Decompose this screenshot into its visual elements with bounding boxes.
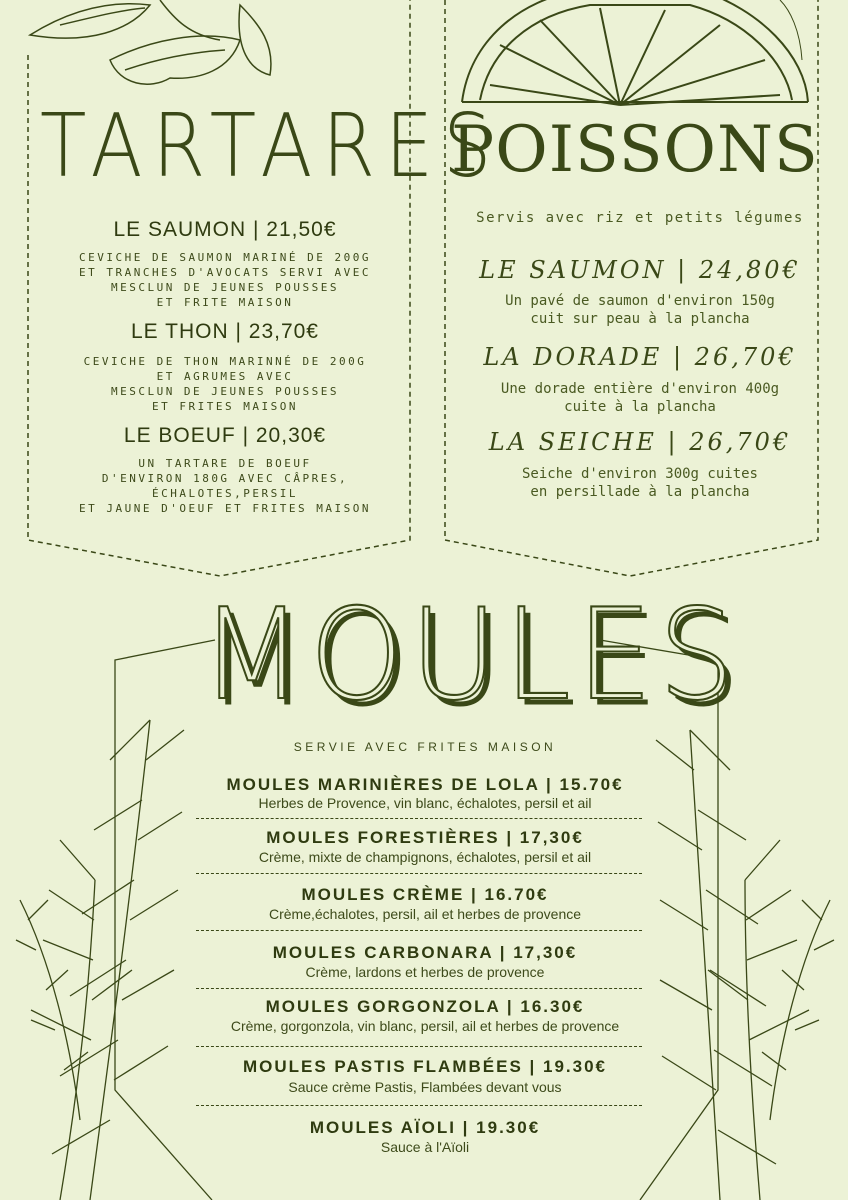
desc-line: cuit sur peau à la plancha xyxy=(530,311,750,327)
poisson-seiche-desc xyxy=(450,465,830,501)
moules-item-desc: Crème, mixte de champignons, échalotes, persil et ail xyxy=(258,849,592,865)
desc-line: Un pavé de saumon d'environ 150g xyxy=(505,293,775,309)
desc-line: MESCLUN DE JEUNES POUSSES xyxy=(110,385,340,398)
dashed-separator xyxy=(196,1046,642,1047)
poissons-subtitle: Servis avec riz et petits légumes xyxy=(476,210,804,226)
desc-line: Une dorade entière d'environ 400g xyxy=(500,381,780,397)
tartare-thon-desc xyxy=(40,354,410,414)
moules-item-desc: Sauce crème Pastis, Flambées devant vous xyxy=(288,1079,562,1095)
moules-item-name: MOULES FORESTIÈRES | 17,30€ xyxy=(266,828,584,847)
moules-item-name: MOULES GORGONZOLA | 16.30€ xyxy=(265,997,585,1016)
poissons-title: POISSONS xyxy=(451,113,819,187)
tartare-thon-name: LE THON | 23,70€ xyxy=(131,320,319,343)
moules-title: MOULES xyxy=(200,582,741,729)
desc-line: ET FRITE MAISON xyxy=(156,296,294,309)
poisson-saumon-name: LE SAUMON | 24,80€ xyxy=(479,256,801,284)
tartare-saumon-desc xyxy=(40,250,410,310)
desc-line: UN TARTARE DE BOEUF xyxy=(138,457,312,470)
parsley-leaf-illustration xyxy=(30,0,271,84)
tartares-title: TARTARES xyxy=(40,94,502,197)
desc-line: Seiche d'environ 300g cuites xyxy=(521,466,758,482)
dashed-separator xyxy=(196,1105,642,1106)
desc-line: MESCLUN DE JEUNES POUSSES xyxy=(110,281,340,294)
moules-item-name: MOULES AÏOLI | 19.30€ xyxy=(309,1118,541,1137)
moules-item-name: MOULES CARBONARA | 17,30€ xyxy=(272,943,578,962)
moules-subtitle: SERVIE AVEC FRITES MAISON xyxy=(293,740,557,754)
poisson-dorade-name: LA DORADE | 26,70€ xyxy=(483,343,797,371)
lemon-slice-illustration xyxy=(462,0,808,105)
desc-line: CEVICHE DE THON MARINNÉ DE 200G xyxy=(83,355,367,368)
tartare-boeuf-name: LE BOEUF | 20,30€ xyxy=(123,424,327,447)
moules-item-desc: Crème, lardons et herbes de provence xyxy=(305,964,545,980)
moules-item-desc: Sauce à l'Aïoli xyxy=(380,1139,470,1155)
desc-line: cuite à la plancha xyxy=(564,399,716,415)
desc-line: D'ENVIRON 180G AVEC CÂPRES, xyxy=(101,472,349,485)
dashed-separator xyxy=(196,873,642,874)
moules-item-desc: Crème, gorgonzola, vin blanc, persil, ail et herbes de provence xyxy=(230,1018,620,1034)
desc-line: CEVICHE DE SAUMON MARINÉ DE 200G xyxy=(79,251,371,264)
desc-line: ÉCHALOTES,PERSIL xyxy=(152,487,298,500)
desc-line: ET FRITES MAISON xyxy=(152,400,298,413)
desc-line: ET TRANCHES D'AVOCATS SERVI AVEC xyxy=(79,266,371,279)
dashed-separator xyxy=(196,818,642,819)
tartare-saumon-name: LE SAUMON | 21,50€ xyxy=(113,218,337,241)
dashed-separator xyxy=(196,988,642,989)
moules-item-desc: Crème,échalotes, persil, ail et herbes de provence xyxy=(268,906,582,922)
moules-item-desc: Herbes de Provence, vin blanc, échalotes, persil et ail xyxy=(258,795,592,811)
tartare-boeuf-desc xyxy=(40,456,410,516)
moules-item-name: MOULES PASTIS FLAMBÉES | 19.30€ xyxy=(242,1057,607,1076)
desc-line: ET JAUNE D'OEUF ET FRITES MAISON xyxy=(79,502,371,515)
desc-line: ET AGRUMES AVEC xyxy=(156,370,294,383)
moules-item-name: MOULES MARINIÈRES DE LOLA | 15.70€ xyxy=(226,775,624,794)
poisson-dorade-desc xyxy=(450,380,830,416)
desc-line: en persillade à la plancha xyxy=(530,484,750,500)
poisson-saumon-desc xyxy=(450,292,830,328)
dashed-separator xyxy=(196,930,642,931)
moules-item-name: MOULES CRÈME | 16.70€ xyxy=(301,885,549,904)
poisson-seiche-name: LA SEICHE | 26,70€ xyxy=(488,428,792,456)
